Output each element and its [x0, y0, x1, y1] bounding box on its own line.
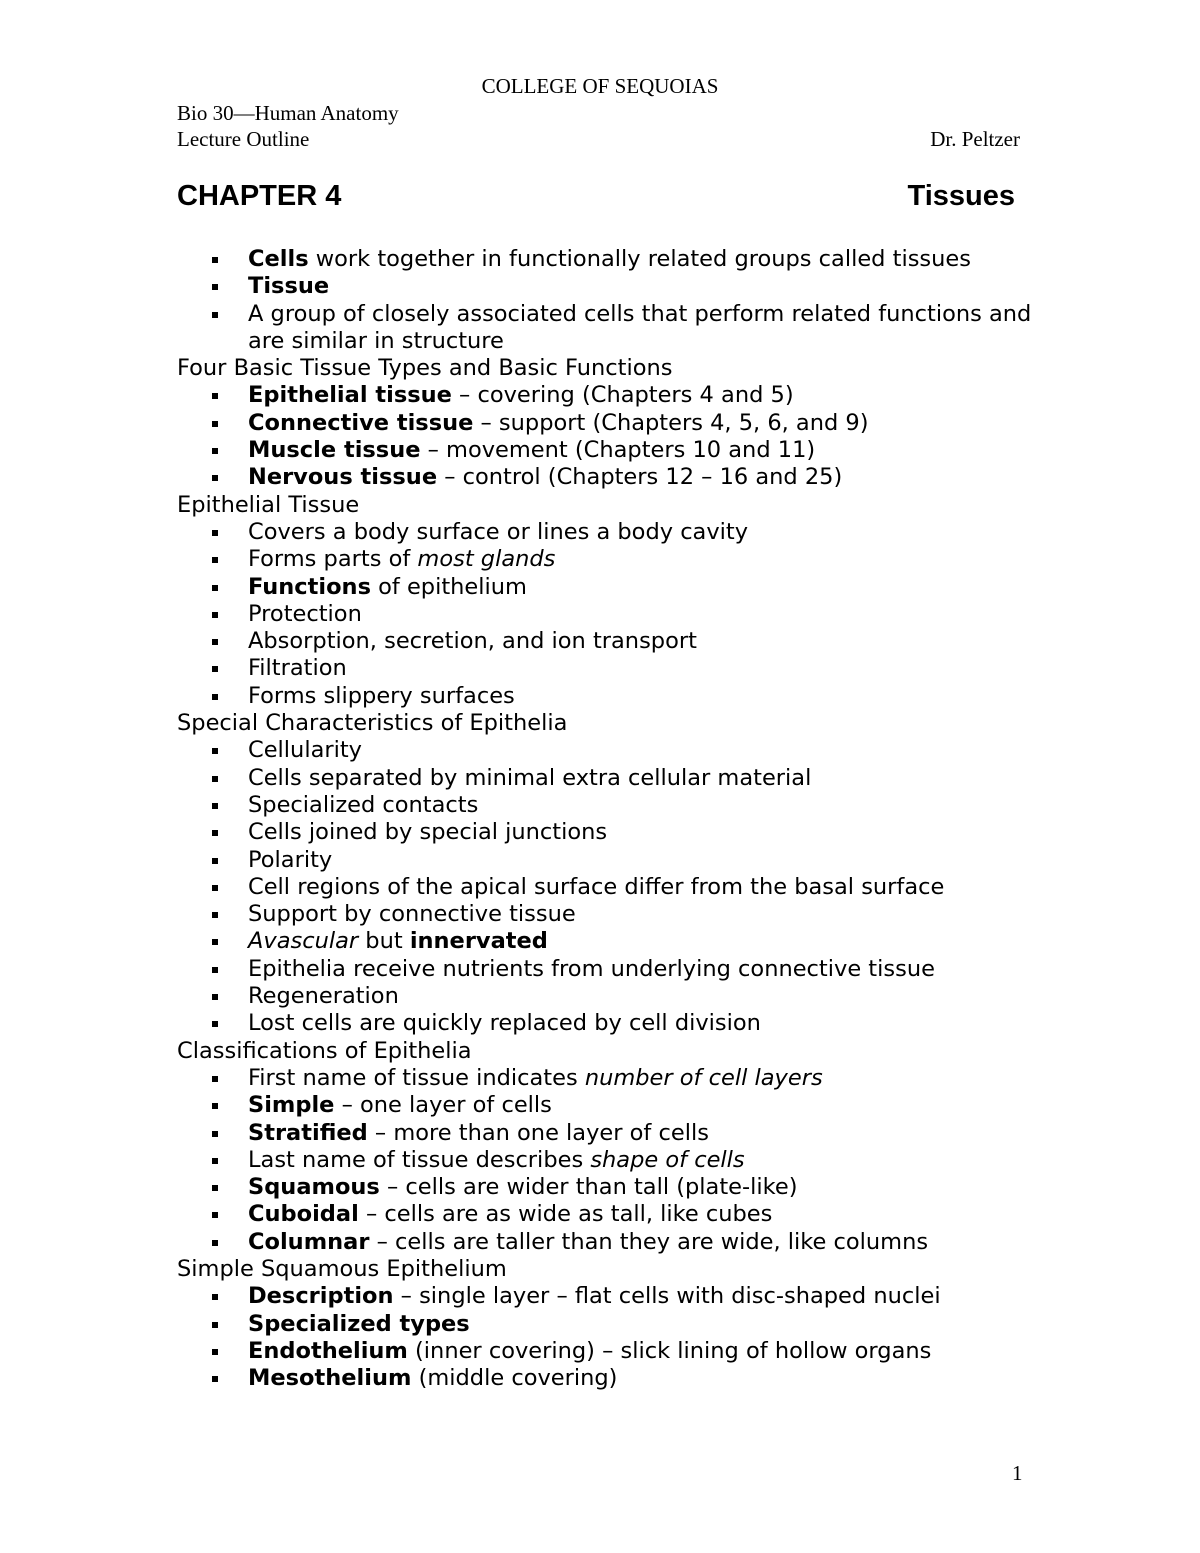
text-run: Filtration — [248, 655, 347, 682]
college-header: COLLEGE OF SEQUOIAS — [481, 74, 719, 98]
bullet-item — [177, 956, 1037, 983]
text-run: Support by connective tissue — [248, 901, 576, 928]
chapter-title: Tissues — [907, 180, 1015, 212]
text-run: Cells joined by special junctions — [248, 819, 608, 846]
text-run: – single layer – flat cells with disc-shaped nuclei — [393, 1283, 941, 1310]
outline-line — [177, 127, 1020, 152]
instructor-name: Dr. Peltzer — [930, 127, 1020, 151]
bullet-item — [177, 410, 1037, 437]
text-run: Cellularity — [248, 737, 362, 764]
text-run: but — [358, 928, 410, 955]
text-run: – cells are as wide as tall, like cubes — [358, 1201, 773, 1228]
section-heading — [177, 710, 1037, 737]
text-run: work together in functionally related groups called tissues — [308, 246, 971, 272]
bullet-item — [177, 1092, 1037, 1119]
bullet-item — [177, 1147, 1037, 1174]
bullet-item — [177, 819, 1037, 846]
lecture-outline-label: Lecture Outline — [177, 127, 310, 151]
text-run: Epithelial Tissue — [177, 491, 360, 518]
text-run: Specialized contacts — [248, 791, 479, 818]
bullet-item — [177, 301, 1037, 356]
text-run: Simple Squamous Epithelium — [177, 1255, 507, 1282]
italic-text: number of cell layers — [584, 1064, 823, 1091]
bold-term: Columnar — [248, 1228, 370, 1255]
text-run: Last name of tissue describes — [248, 1146, 591, 1173]
text-run: – covering (Chapters 4 and 5) — [451, 382, 794, 409]
bold-term: Epithelial tissue — [248, 382, 452, 409]
text-run: Absorption, secretion, and ion transport — [248, 628, 697, 655]
bullet-item — [177, 792, 1037, 819]
bullet-item — [177, 1010, 1037, 1037]
text-run: – cells are wider than tall (plate-like) — [379, 1174, 798, 1201]
bullet-item — [177, 246, 1037, 273]
italic-text: shape of cells — [590, 1146, 745, 1173]
text-run: – movement (Chapters 10 and 11) — [420, 437, 816, 464]
chapter-heading — [177, 180, 1015, 213]
bullet-item — [177, 1338, 1037, 1365]
bold-term: Tissue — [248, 273, 330, 300]
bullet-item — [177, 1311, 1037, 1338]
bold-term: innervated — [409, 928, 548, 955]
text-run: Forms slippery surfaces — [248, 682, 515, 709]
bold-term: Simple — [248, 1092, 335, 1119]
bold-term: Cells — [248, 246, 309, 272]
text-run: – support (Chapters 4, 5, 6, and 9) — [473, 409, 869, 436]
text-run: – cells are taller than they are wide, like columns — [369, 1228, 929, 1255]
section-heading — [177, 492, 1037, 519]
outline-content — [177, 246, 1037, 1392]
bold-term: Nervous tissue — [248, 464, 438, 491]
bold-term: Specialized types — [248, 1310, 470, 1337]
bullet-item — [177, 901, 1037, 928]
text-run: of epithelium — [370, 573, 527, 600]
bullet-item — [177, 1365, 1037, 1392]
bullet-item — [177, 464, 1037, 491]
text-run: First name of tissue indicates — [248, 1064, 585, 1091]
text-run: – more than one layer of cells — [367, 1119, 709, 1146]
bullet-item — [177, 655, 1037, 682]
text-run: Protection — [248, 600, 362, 627]
section-heading — [177, 355, 1037, 382]
text-run: A group of closely associated cells that perform related functions and are similar in structure — [248, 300, 1032, 354]
text-run: (inner covering) – slick lining of hollow organs — [407, 1337, 932, 1364]
bold-term: Stratified — [248, 1119, 368, 1146]
bullet-item — [177, 765, 1037, 792]
bullet-item — [177, 1120, 1037, 1147]
bullet-item — [177, 1201, 1037, 1228]
bullet-item — [177, 1283, 1037, 1310]
bullet-item — [177, 983, 1037, 1010]
italic-text: Avascular — [248, 928, 359, 955]
text-run: Special Characteristics of Epithelia — [177, 710, 568, 737]
bullet-item — [177, 1174, 1037, 1201]
bullet-item — [177, 546, 1037, 573]
text-run: Classifications of Epithelia — [177, 1037, 472, 1064]
text-run: Cell regions of the apical surface differ from the basal surface — [248, 873, 945, 900]
bold-term: Connective tissue — [248, 409, 474, 436]
bullet-item — [177, 382, 1037, 409]
course-title: Bio 30—Human Anatomy — [177, 101, 399, 125]
text-run: Epithelia receive nutrients from underlying connective tissue — [248, 955, 935, 982]
text-run: Lost cells are quickly replaced by cell division — [248, 1010, 761, 1037]
bold-term: Cuboidal — [248, 1201, 359, 1228]
text-run: Cells separated by minimal extra cellular material — [248, 764, 812, 791]
text-run: Covers a body surface or lines a body cavity — [248, 518, 749, 545]
chapter-number: CHAPTER 4 — [177, 180, 342, 212]
section-heading — [177, 1256, 1037, 1283]
bullet-item — [177, 1065, 1037, 1092]
text-run: Regeneration — [248, 983, 399, 1010]
bullet-item — [177, 628, 1037, 655]
text-run: Four Basic Tissue Types and Basic Functions — [177, 355, 673, 382]
bold-term: Mesothelium — [248, 1365, 412, 1392]
bullet-item — [177, 874, 1037, 901]
text-run: – one layer of cells — [334, 1092, 552, 1119]
bullet-item — [177, 519, 1037, 546]
section-heading — [177, 1038, 1037, 1065]
text-run: Forms parts of — [248, 546, 418, 573]
bold-term: Functions — [248, 573, 371, 600]
text-run: Polarity — [248, 846, 333, 873]
bullet-item — [177, 1229, 1037, 1256]
bold-term: Description — [248, 1283, 394, 1310]
bullet-item — [177, 437, 1037, 464]
bullet-item — [177, 273, 1037, 300]
italic-text: most glands — [417, 546, 556, 573]
bold-term: Endothelium — [248, 1337, 408, 1364]
bullet-item — [177, 737, 1037, 764]
bullet-item — [177, 683, 1037, 710]
bullet-item — [177, 574, 1037, 601]
bold-term: Muscle tissue — [248, 437, 421, 464]
page-number: 1 — [1012, 1461, 1023, 1485]
bullet-item — [177, 928, 1037, 955]
bullet-item — [177, 601, 1037, 628]
text-run: – control (Chapters 12 – 16 and 25) — [437, 464, 843, 491]
text-run: (middle covering) — [411, 1365, 618, 1392]
bullet-item — [177, 847, 1037, 874]
bold-term: Squamous — [248, 1174, 380, 1201]
